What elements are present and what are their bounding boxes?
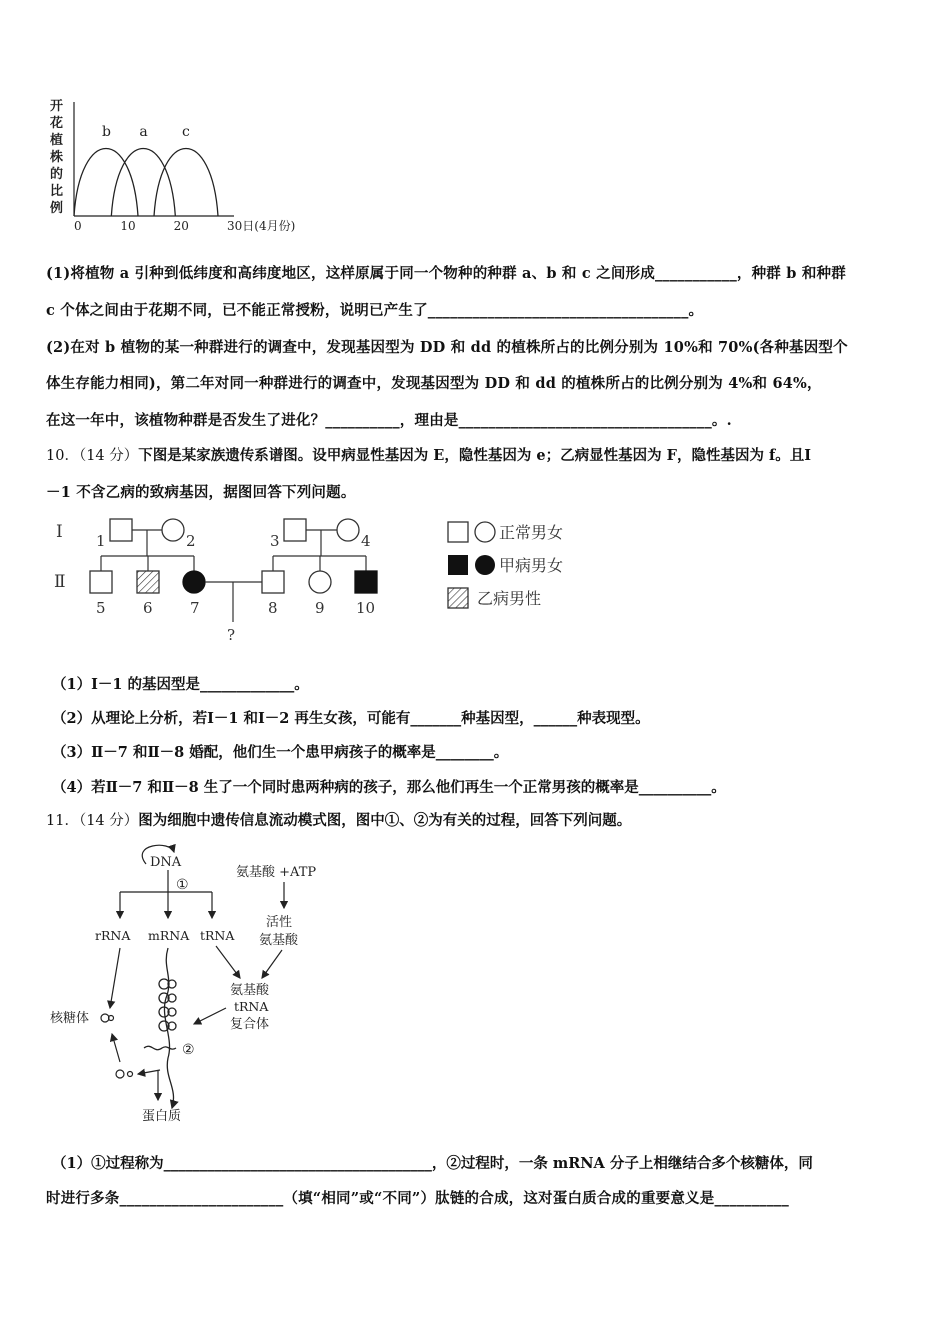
q10-sub2: （2）从理论上分析，若Ⅰ－1 和Ⅰ－2 再生女孩，可能有_______种基因型，______种表现型。 — [52, 710, 650, 727]
pedigree-unknown-child: ? — [227, 626, 236, 644]
released-ribosome-icon — [116, 1070, 124, 1078]
released-ribosome-icon — [128, 1072, 133, 1077]
chart-ylabel-char: 比 — [50, 184, 64, 199]
pedigree-id-1: 1 — [96, 532, 106, 550]
pedigree-I1-normal-male — [110, 519, 132, 541]
pedigree-I3-normal-male — [284, 519, 306, 541]
pedigree-id-3: 3 — [270, 532, 280, 550]
pedigree-II8-normal-male — [262, 571, 284, 593]
q11-sub1-line1: （1）①过程称为_____________________________________，②过程时，一条 mRNA 分子上相继结合多个核糖体，同 — [52, 1155, 813, 1172]
pedigree-II6-disease-b-male — [137, 571, 159, 593]
legend-normal-female-circle — [475, 522, 495, 542]
chart-ylabel-char: 花 — [50, 116, 64, 131]
chart-ylabel — [49, 98, 63, 216]
chart-x-tick: 20 — [173, 219, 189, 233]
q10-number: 10．（14 分） — [46, 448, 139, 464]
arrow — [112, 1034, 120, 1062]
generation-II-label: Ⅱ — [54, 572, 66, 592]
chart-ylabel-char: 开 — [50, 99, 64, 114]
q9-part2-line3: 在这一年中，该植物种群是否发生了进化？__________，理由是__________________________________。. — [46, 412, 732, 429]
arrow — [262, 950, 282, 978]
legend-disease-a-male-square — [448, 555, 468, 575]
chart-ylabel-char: 株 — [50, 150, 64, 165]
protein-label: 蛋白质 — [142, 1109, 182, 1124]
chart-curve-b — [74, 149, 138, 217]
active-amino-acid-label-2: 氨基酸 — [259, 933, 299, 948]
q11-sub1-line2: 时进行多条______________________（填“相同”或“不同”）肽链的合成，这对蛋白质合成的重要意义是__________ — [46, 1190, 789, 1207]
complex-label-3: 复合体 — [230, 1017, 270, 1032]
chart-series-label-c: c — [182, 124, 190, 140]
arrow — [216, 946, 240, 978]
legend-normal-label: 正常男女 — [499, 523, 564, 542]
q11-stem-text: 图为细胞中遗传信息流动模式图，图中①、②为有关的过程，回答下列问题。 — [138, 812, 632, 829]
chart-ylabel-char: 例 — [50, 201, 64, 216]
pedigree-I4-normal-female — [337, 519, 359, 541]
rrna-label: rRNA — [95, 928, 131, 943]
q10-stem-line2: －1 不含乙病的致病基因，据图回答下列问题。 — [46, 484, 356, 501]
q10-sub1: （1）Ⅰ－1 的基因型是_____________。 — [52, 676, 309, 693]
q11-number: 11．（14 分） — [46, 813, 139, 829]
flowering-chart — [44, 96, 296, 236]
pedigree-id-5: 5 — [96, 599, 106, 617]
active-amino-acid-label-1: 活性 — [266, 915, 293, 930]
chart-ylabel-char: 植 — [50, 133, 64, 148]
pedigree-id-6: 6 — [143, 599, 153, 617]
legend-disease-b-male-square — [448, 588, 468, 608]
legend-disease-a-label: 甲病男女 — [499, 556, 564, 575]
legend-disease-b-label: 乙病男性 — [477, 589, 542, 608]
gene-expression-diagram — [44, 838, 344, 1133]
q9-part1-line2: c 个体之间由于花期不同，已不能正常授粉，说明已产生了___________________________________。 — [46, 302, 704, 319]
amino-acid-atp-label: 氨基酸 +ATP — [236, 865, 317, 880]
pedigree-id-4: 4 — [361, 532, 371, 550]
ribosome-icon — [101, 1014, 109, 1022]
pedigree-II10-disease-a-male — [355, 571, 377, 593]
chart-series-label-b: b — [102, 124, 111, 140]
chart-x-tick: 0 — [74, 219, 82, 233]
process-1-label: ① — [176, 877, 189, 893]
q10-sub3: （3）Ⅱ－7 和Ⅱ－8 婚配，他们生一个患甲病孩子的概率是________。 — [52, 744, 509, 761]
pedigree-id-8: 8 — [268, 599, 278, 617]
generation-I-label: Ⅰ — [56, 522, 63, 542]
q9-part1-line1: (1)将植物 a 引种到低纬度和高纬度地区，这样原属于同一个物种的种群 a、b 和 c 之间形成___________，种群 b 和种群 — [46, 265, 846, 282]
legend-normal-male-square — [448, 522, 468, 542]
chart-x-tick: 30日(4月份) — [227, 219, 296, 233]
chart-ylabel-char: 的 — [50, 167, 64, 182]
pedigree-I2-normal-female — [162, 519, 184, 541]
trna-label: tRNA — [200, 928, 235, 943]
pedigree-II5-normal-male — [90, 571, 112, 593]
complex-label-1: 氨基酸 — [230, 983, 270, 998]
pedigree-chart — [44, 510, 604, 650]
complex-label-2: tRNA — [234, 999, 269, 1014]
arrow — [110, 948, 120, 1008]
q10-sub4: （4）若Ⅱ－7 和Ⅱ－8 生了一个同时患两种病的孩子，那么他们再生一个正常男孩的概率是__________。 — [52, 779, 726, 796]
chart-curve-c — [154, 149, 218, 217]
q11-stem — [46, 809, 631, 830]
arrow — [138, 1070, 160, 1074]
q9-part2-line2: 体生存能力相同)，第二年对同一种群进行的调查中，发现基因型为 DD 和 dd 的植株所占的比例分别为 4%和 64%， — [46, 375, 822, 392]
mrna-label: mRNA — [148, 928, 190, 943]
q9-part2-line1: (2)在对 b 植物的某一种群进行的调查中，发现基因型为 DD 和 dd 的植株所占的比例分别为 10%和 70%(各种基因型个 — [46, 339, 848, 356]
q10-stem-text: 下图是某家族遗传系谱图。设甲病显性基因为 E，隐性基因为 e；乙病显性基因为 F，隐性基因为 f。且Ⅰ — [138, 447, 812, 464]
chart-series-label-a: a — [139, 124, 148, 140]
pedigree-II9-normal-female — [309, 571, 331, 593]
arrow — [194, 1008, 226, 1024]
pedigree-id-9: 9 — [315, 599, 325, 617]
legend-disease-a-female-circle — [475, 555, 495, 575]
polysome-icon — [144, 979, 176, 1050]
pedigree-II7-disease-a-female — [183, 571, 205, 593]
dna-label: DNA — [150, 855, 182, 870]
q10-stem-line1 — [46, 444, 811, 465]
chart-x-tick: 10 — [120, 219, 136, 233]
pedigree-id-7: 7 — [190, 599, 200, 617]
chart-curve-a — [111, 149, 175, 217]
pedigree-id-2: 2 — [186, 532, 196, 550]
pedigree-id-10: 10 — [356, 599, 376, 617]
ribosome-label: 核糖体 — [50, 1011, 90, 1026]
process-2-label: ② — [182, 1042, 195, 1058]
